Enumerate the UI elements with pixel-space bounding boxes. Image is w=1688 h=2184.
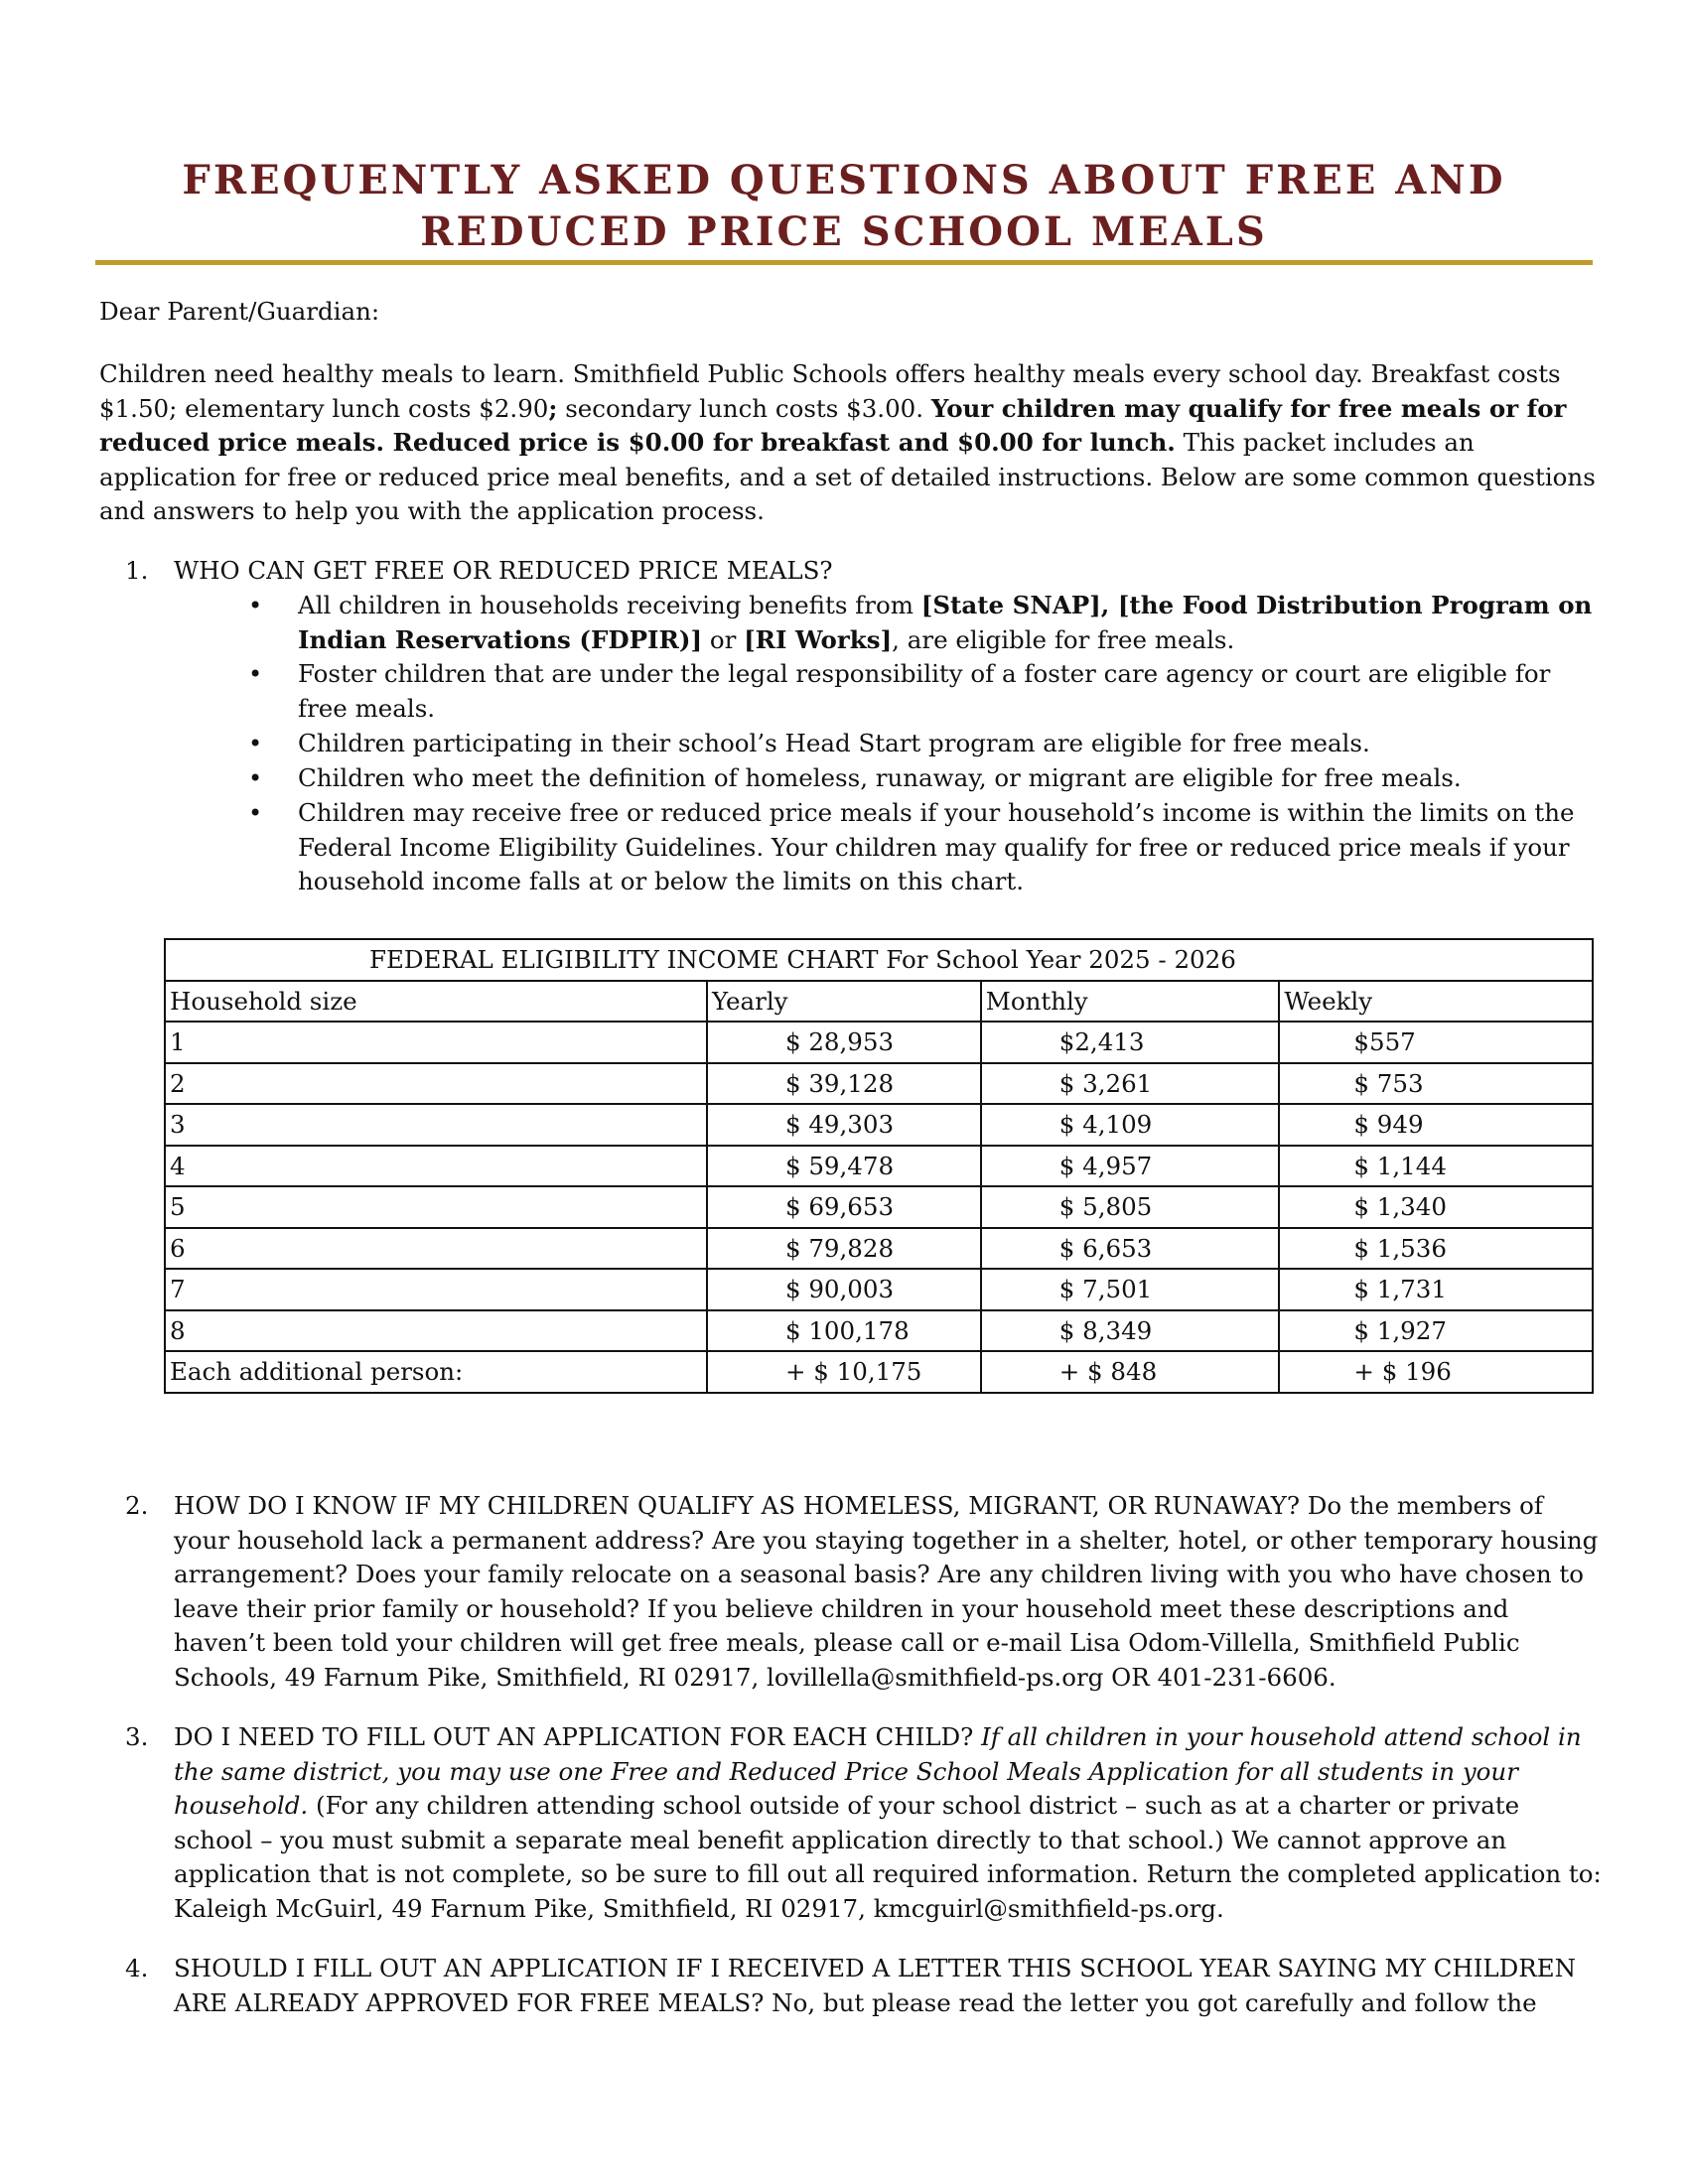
q3-question: DO I NEED TO FILL OUT AN APPLICATION FOR EACH CHILD? [174,1722,982,1751]
table-row [165,1310,1593,1352]
intro-text-3: This packet includes an application for free or reduced price meal benefits, and a set of detailed instructions. Below are some common questions and answers to help you with the application process. [99,428,1596,525]
cell-size: 7 [165,1269,707,1310]
q2-number: 2. [125,1491,149,1520]
cell-weekly: $ 1,536 [1279,1228,1593,1270]
cell-monthly: $ 8,349 [981,1310,1280,1352]
table-row [165,1022,1593,1063]
bullet-icon: • [248,799,263,827]
cell-yearly: $ 79,828 [707,1228,981,1270]
header-household-size: Household size [165,981,707,1023]
cell-size: 5 [165,1186,707,1228]
page-title-line-1: FREQUENTLY ASKED QUESTIONS ABOUT FREE AND [182,157,1506,204]
table-caption-row [165,939,1593,981]
table-header-row [165,981,1593,1023]
bullet-icon: • [248,660,263,688]
q1-bullet-1-pre: All children in households receiving benefits from [298,591,921,619]
header-monthly: Monthly [981,981,1280,1023]
cell-weekly: $ 1,340 [1279,1186,1593,1228]
cell-yearly: $ 49,303 [707,1104,981,1146]
q1-question: WHO CAN GET FREE OR REDUCED PRICE MEALS? [174,556,833,585]
bullet-icon: • [248,730,263,757]
q1-bullet-4: Children who meet the definition of homeless, runaway, or migrant are eligible for free meals. [298,763,1462,792]
cell-yearly: $ 39,128 [707,1063,981,1105]
q1-number: 1. [125,556,149,585]
q1-bullet-1-mid: or [702,624,745,654]
cell-size: 6 [165,1228,707,1270]
table-row [165,1104,1593,1146]
cell-monthly: $ 5,805 [981,1186,1280,1228]
cell-monthly: $ 4,109 [981,1104,1280,1146]
intro-text-1: Children need healthy meals to learn. Smithfield Public Schools offers healthy meals every school day. Breakfast costs $1.50; elementary lunch costs $2.90 [99,359,1561,423]
intro-semicolon: ; [548,393,558,423]
cell-size: 8 [165,1310,707,1352]
table-row [165,1063,1593,1105]
cell-weekly: $ 1,731 [1279,1269,1593,1310]
q1-bullet-1-post: , are eligible for free meals. [892,624,1235,654]
q1-bullet-1 [298,589,1599,657]
cell-size: 3 [165,1104,707,1146]
cell-monthly: $2,413 [981,1022,1280,1063]
cell-size: Each additional person: [165,1351,707,1393]
intro-paragraph [99,357,1609,529]
q4-number: 4. [125,1954,149,1982]
cell-yearly: $ 59,478 [707,1146,981,1187]
q3-rest: (For any children attending school outside of your school district – such as at a charter or private school – you must submit a separate meal benefit application directly to that school.) We cannot approve an application that is not complete, so be sure to fill out all required information. Return the completed application to: Kaleigh McGuirl, 49 Farnum Pike, Smithfield, RI 02917, kmcguirl@smithfield-ps.org. [174,1791,1602,1923]
cell-yearly: $ 90,003 [707,1269,981,1310]
salutation: Dear Parent/Guardian: [99,297,380,326]
cell-yearly: $ 28,953 [707,1022,981,1063]
cell-size: 1 [165,1022,707,1063]
table-row [165,1146,1593,1187]
page-title [0,155,1688,258]
cell-weekly: $ 753 [1279,1063,1593,1105]
cell-weekly: $557 [1279,1022,1593,1063]
table-row [165,1269,1593,1310]
q4-text: SHOULD I FILL OUT AN APPLICATION IF I RECEIVED A LETTER THIS SCHOOL YEAR SAYING MY CHILDREN ARE ALREADY APPROVED FOR FREE MEALS? No, but please read the letter you got carefully and follow the [174,1954,1577,2017]
q1-bullet-1-bold-1: [State SNAP], [the Food Distribution Program on Indian Reservations (FDPIR)] [298,591,1593,654]
table-caption: FEDERAL ELIGIBILITY INCOME CHART For School Year 2025 - 2026 [165,939,1593,981]
page-title-line-2: REDUCED PRICE SCHOOL MEALS [420,208,1268,255]
cell-size: 2 [165,1063,707,1105]
q3-number: 3. [125,1722,149,1751]
table-row [165,1228,1593,1270]
q1-bullet-2: Foster children that are under the legal responsibility of a foster care agency or court are eligible for free meals. [298,659,1551,723]
intro-bold: Your children may qualify for free meals or for reduced price meals. Reduced price is $0.00 for breakfast and $0.00 for lunch. [99,393,1567,457]
cell-weekly: $ 1,144 [1279,1146,1593,1187]
table-row [165,1186,1593,1228]
cell-monthly: $ 6,653 [981,1228,1280,1270]
bullet-icon: • [248,764,263,792]
header-yearly: Yearly [707,981,981,1023]
cell-yearly: $ 69,653 [707,1186,981,1228]
income-eligibility-table [164,938,1594,1394]
cell-yearly: + $ 10,175 [707,1351,981,1393]
cell-weekly: $ 1,927 [1279,1310,1593,1352]
q1-bullet-1-bold-2: [RI Works] [744,624,893,654]
title-divider [95,260,1593,265]
cell-size: 4 [165,1146,707,1187]
header-weekly: Weekly [1279,981,1593,1023]
cell-monthly: $ 3,261 [981,1063,1280,1105]
cell-weekly: $ 949 [1279,1104,1593,1146]
q2-text: HOW DO I KNOW IF MY CHILDREN QUALIFY AS HOMELESS, MIGRANT, OR RUNAWAY? Do the members of your household lack a permanent address? Are you staying together in a shelter, hotel, or other temporary housing arrangement? Does your family relocate on a seasonal basis? Are any children living with you who have chosen to leave their prior family or household? If you believe children in your household meet these descriptions and haven’t been told your children will get free meals, please call or e-mail Lisa Odom-Villella, Smithfield Public Schools, 49 Farnum Pike, Smithfield, RI 02917, lovillella@smithfield-ps.org OR 401-231-6606. [174,1491,1599,1692]
cell-weekly: + $ 196 [1279,1351,1593,1393]
cell-yearly: $ 100,178 [707,1310,981,1352]
q1-bullet-3: Children participating in their school’s Head Start program are eligible for free meals. [298,729,1370,757]
table-row [165,1351,1593,1393]
cell-monthly: $ 7,501 [981,1269,1280,1310]
intro-text-2: secondary lunch costs $3.00. [557,393,931,423]
bullet-icon: • [248,592,263,619]
cell-monthly: $ 4,957 [981,1146,1280,1187]
cell-monthly: + $ 848 [981,1351,1280,1393]
q3-text [174,1720,1604,1926]
q3-italic: If all children in your household attend school in the same district, you may use one Free and Reduced Price School Meals Application for all students in your household. [174,1722,1582,1820]
q1-bullet-5: Children may receive free or reduced price meals if your household’s income is within the limits on the Federal Income Eligibility Guidelines. Your children may qualify for free or reduced price meals if your household income falls at or below the limits on this chart. [298,798,1575,895]
